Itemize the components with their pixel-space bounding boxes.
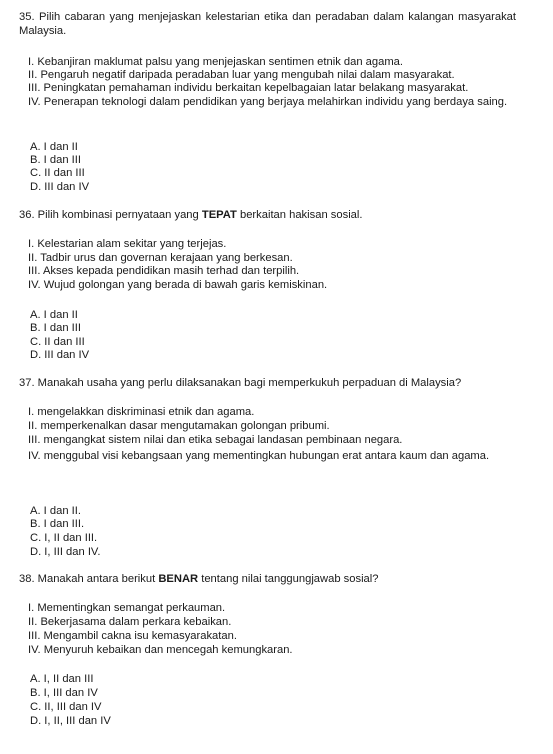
option-a: A. I, II dan III (30, 673, 94, 685)
option-b: B. I dan III (30, 154, 81, 166)
statement-i: I. Kebanjiran maklumat palsu yang menjejaskan sentimen etnik dan agama. (28, 56, 403, 68)
statement-ii: II. memperkenalkan dasar mengutamakan golongan pribumi. (28, 420, 330, 432)
statement-iii: III. Mengambil cakna isu kemasyarakatan. (28, 630, 237, 642)
option-d: D. I, II, III dan IV (30, 715, 111, 727)
question-text: Manakah usaha yang perlu dilaksanakan bagi memperkukuh perpaduan di Malaysia? (37, 377, 462, 389)
statement-iv: IV. Wujud golongan yang berada di bawah garis kemiskinan. (28, 279, 328, 291)
option-a: A. I dan II (30, 141, 78, 153)
option-c: C. I, II dan III. (30, 532, 98, 544)
option-b: B. I dan III. (30, 518, 85, 530)
statement-iii: III. Peningkatan pemahaman individu berkaitan kepelbagaian latar belakang masyarakat. (28, 82, 469, 94)
statement-ii: II. Tadbir urus dan governan kerajaan yang berkesan. (28, 252, 293, 264)
question-37-stem (19, 377, 461, 391)
option-d: D. III dan IV (30, 349, 90, 361)
option-c: C. II dan III (30, 336, 85, 348)
option-a: A. I dan II (30, 309, 78, 321)
option-d: D. III dan IV (30, 181, 90, 193)
option-c: C. II, III dan IV (30, 701, 102, 713)
option-a: A. I dan II. (30, 505, 81, 517)
statement-ii: II. Bekerjasama dalam perkara kebaikan. (28, 616, 232, 628)
option-d: D. I, III dan IV. (30, 546, 101, 558)
question-number: 36. (19, 209, 35, 221)
statement-iii: III. Akses kepada pendidikan masih terhad dan terpilih. (28, 265, 300, 277)
emphasis-keyword: TEPAT (201, 209, 237, 221)
statement-i: I. mengelakkan diskriminasi etnik dan agama. (28, 406, 255, 418)
option-b: B. I, III dan IV (30, 687, 98, 699)
statement-iv: IV. Penerapan teknologi dalam pendidikan yang berjaya melahirkan individu yang berdaya saing. (28, 96, 508, 108)
statement-i: I. Mementingkan semangat perkauman. (28, 602, 226, 614)
question-35-stem (19, 11, 516, 38)
question-number: 35. (19, 11, 35, 23)
question-text: Pilih cabaran yang menjejaskan kelestarian etika dan peradaban dalam kalangan masyarakat Malaysia. (19, 11, 517, 37)
question-36-stem: 36. Pilih kombinasi pernyataan yang TEPAT berkaitan hakisan sosial. (19, 209, 363, 221)
statement-ii: II. Pengaruh negatif daripada peradaban luar yang mengubah nilai dalam masyarakat. (28, 69, 455, 81)
question-38-stem: 38. Manakah antara berikut BENAR tentang nilai tanggungjawab sosial? (19, 573, 379, 585)
option-c: C. II dan III (30, 167, 85, 179)
emphasis-keyword: BENAR (158, 573, 199, 585)
statement-iv: IV. Menyuruh kebaikan dan mencegah kemungkaran. (28, 644, 293, 656)
option-b: B. I dan III (30, 322, 81, 334)
statement-i: I. Kelestarian alam sekitar yang terjejas. (28, 238, 227, 250)
statement-iv: IV. menggubal visi kebangsaan yang mementingkan hubungan erat antara kaum dan agama. (28, 450, 490, 462)
question-number: 38. (19, 573, 35, 585)
statement-iii: III. mengangkat sistem nilai dan etika sebagai landasan pembinaan negara. (28, 434, 403, 446)
question-number: 37. (19, 377, 35, 389)
